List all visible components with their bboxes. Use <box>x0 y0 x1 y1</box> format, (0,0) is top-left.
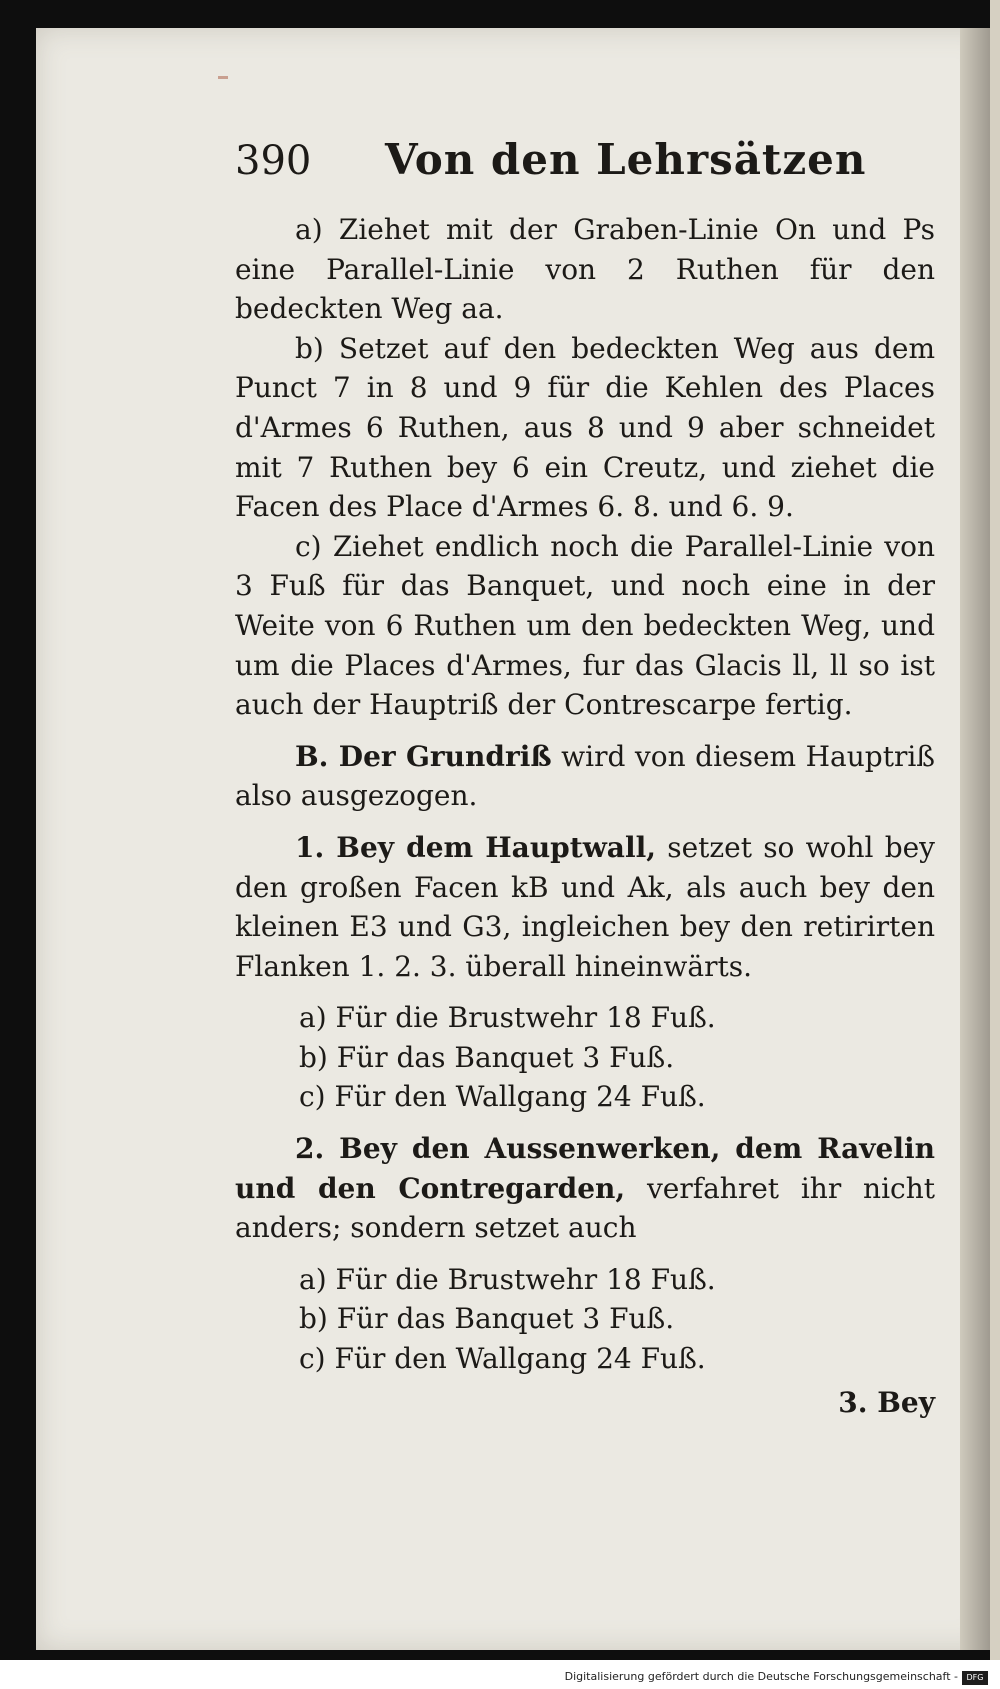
page-text <box>235 135 935 1422</box>
paragraph-b: b) Setzet auf den bedeckten Weg aus dem Punct 7 in 8 und 9 für die Kehlen des Places d'Armes 6 Ruthen, aus 8 und 9 aber schneidet mit 7 Ruthen bey 6 ein Creutz, und ziehet die Facen des Place d'Armes 6. 8. und 6. 9. <box>235 331 935 524</box>
list-item: a) Für die Brustwehr 18 Fuß. <box>299 1262 716 1296</box>
ink-mark <box>218 76 228 79</box>
section-1-lead: 1. Bey dem Hauptwall, <box>295 830 656 864</box>
list-item: c) Für den Wallgang 24 Fuß. <box>299 1080 706 1114</box>
paragraph-a: a) Ziehet mit der Graben-Linie On und Ps eine Parallel-Linie von 2 Ruthen für den bedeckten Weg aa. <box>235 213 935 326</box>
list-item: b) Für das Banquet 3 Fuß. <box>299 1302 675 1336</box>
list-item: b) Für das Banquet 3 Fuß. <box>299 1040 675 1074</box>
page-number: 390 <box>235 138 312 184</box>
footer-credit: Digitalisierung gefördert durch die Deutsche Forschungsgemeinschaft - <box>564 1670 958 1683</box>
section-2-lead: 2. Bey den Aussenwerken, dem Ravelin und den Contregarden, <box>235 1132 935 1205</box>
running-head: Von den Lehrsätzen <box>385 135 867 184</box>
page-gutter <box>960 28 990 1650</box>
page-edge <box>990 0 1000 1660</box>
list-item: c) Für den Wallgang 24 Fuß. <box>299 1342 706 1376</box>
section-2-text: verfahret ihr nicht anders; sondern setzet auch <box>235 1171 935 1245</box>
section-1-text: setzet so wohl bey den großen Facen kB und Ak, als auch bey den kleinen E3 und G3, ingleichen bey den retirirten Flanken 1. 2. 3. überall hineinwärts. <box>235 830 935 983</box>
section-2 <box>235 1129 935 1248</box>
section-1 <box>235 828 935 986</box>
section-b-lead: B. Der Grundriß <box>295 739 552 773</box>
section-b-text: wird von diesem Hauptriß also ausgezogen. <box>235 739 935 813</box>
dfg-logo-icon: DFG <box>962 1671 988 1685</box>
list-item: a) Für die Brustwehr 18 Fuß. <box>299 1001 716 1035</box>
page-header <box>235 135 935 210</box>
catchword: 3. Bey <box>838 1385 935 1419</box>
section-b <box>235 737 935 816</box>
paragraph-c: c) Ziehet endlich noch die Parallel-Linie von 3 Fuß für das Banquet, und noch eine in der Weite von 6 Ruthen um den bedeckten Weg, und um die Places d'Armes, fur das Glacis ll, ll so ist auch der Hauptriß der Contrescarpe fertig. <box>235 529 935 722</box>
